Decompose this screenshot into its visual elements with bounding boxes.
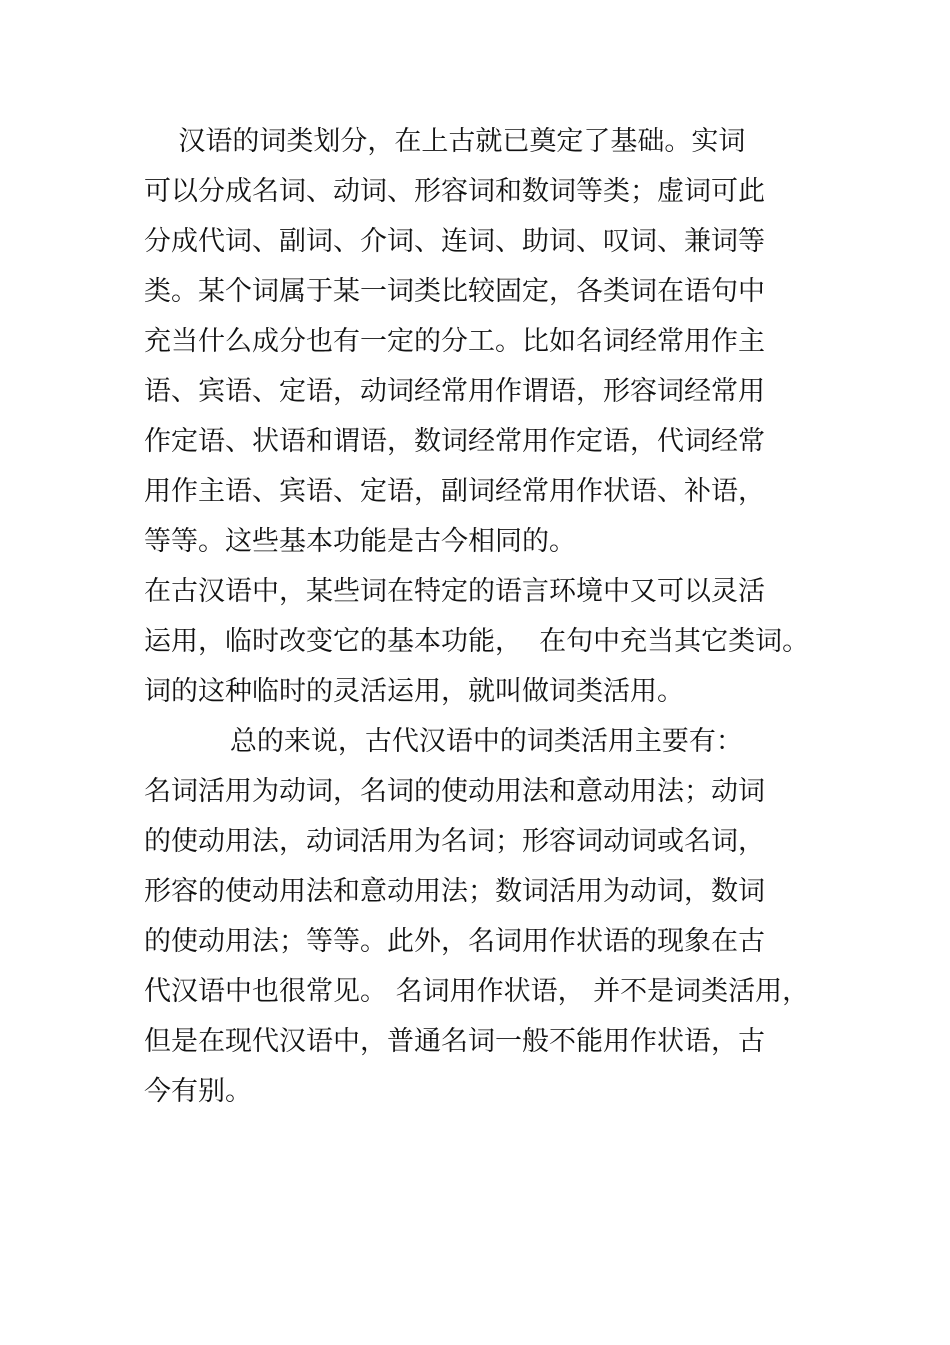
text-line: 等等。这些基本功能是古今相同的。 — [144, 526, 576, 557]
text-line: 可以分成名词、动词、形容词和数词等类；虚词可此 — [144, 176, 765, 207]
text-line: 分成代词、副词、介词、连词、助词、叹词、兼词等 — [144, 226, 765, 257]
text-line: 类。某个词属于某一词类比较固定，各类词在语句中 — [144, 276, 765, 307]
body-text — [144, 117, 810, 1117]
text-line: 汉语的词类划分，在上古就已奠定了基础。实词 — [144, 126, 746, 157]
text-line: 语、宾语、定语，动词经常用作谓语，形容词经常用 — [144, 376, 765, 407]
text-line: 代汉语中也很常见。 名词用作状语， 并不是词类活用， — [144, 976, 810, 1007]
text-line: 名词活用为动词，名词的使动用法和意动用法；动词 — [144, 776, 765, 807]
text-line: 用作主语、宾语、定语，副词经常用作状语、补语， — [144, 476, 765, 507]
text-line: 今有别。 — [144, 1076, 252, 1107]
text-line: 形容的使动用法和意动用法；数词活用为动词，数词 — [144, 876, 765, 907]
text-line: 的使动用法；等等。此外，名词用作状语的现象在古 — [144, 926, 765, 957]
text-line: 的使动用法，动词活用为名词；形容词动词或名词， — [144, 826, 765, 857]
text-line: 作定语、状语和谓语，数词经常用作定语，代词经常 — [144, 426, 765, 457]
text-line: 运用，临时改变它的基本功能， 在句中充当其它类词。 — [144, 626, 810, 657]
text-line: 词的这种临时的灵活运用，就叫做词类活用。 — [144, 676, 684, 707]
text-line: 总的来说，古代汉语中的词类活用主要有： — [144, 726, 743, 757]
text-line: 充当什么成分也有一定的分工。比如名词经常用作主 — [144, 326, 765, 357]
text-line: 在古汉语中，某些词在特定的语言环境中又可以灵活 — [144, 576, 765, 607]
text-line: 但是在现代汉语中，普通名词一般不能用作状语，古 — [144, 1026, 765, 1057]
